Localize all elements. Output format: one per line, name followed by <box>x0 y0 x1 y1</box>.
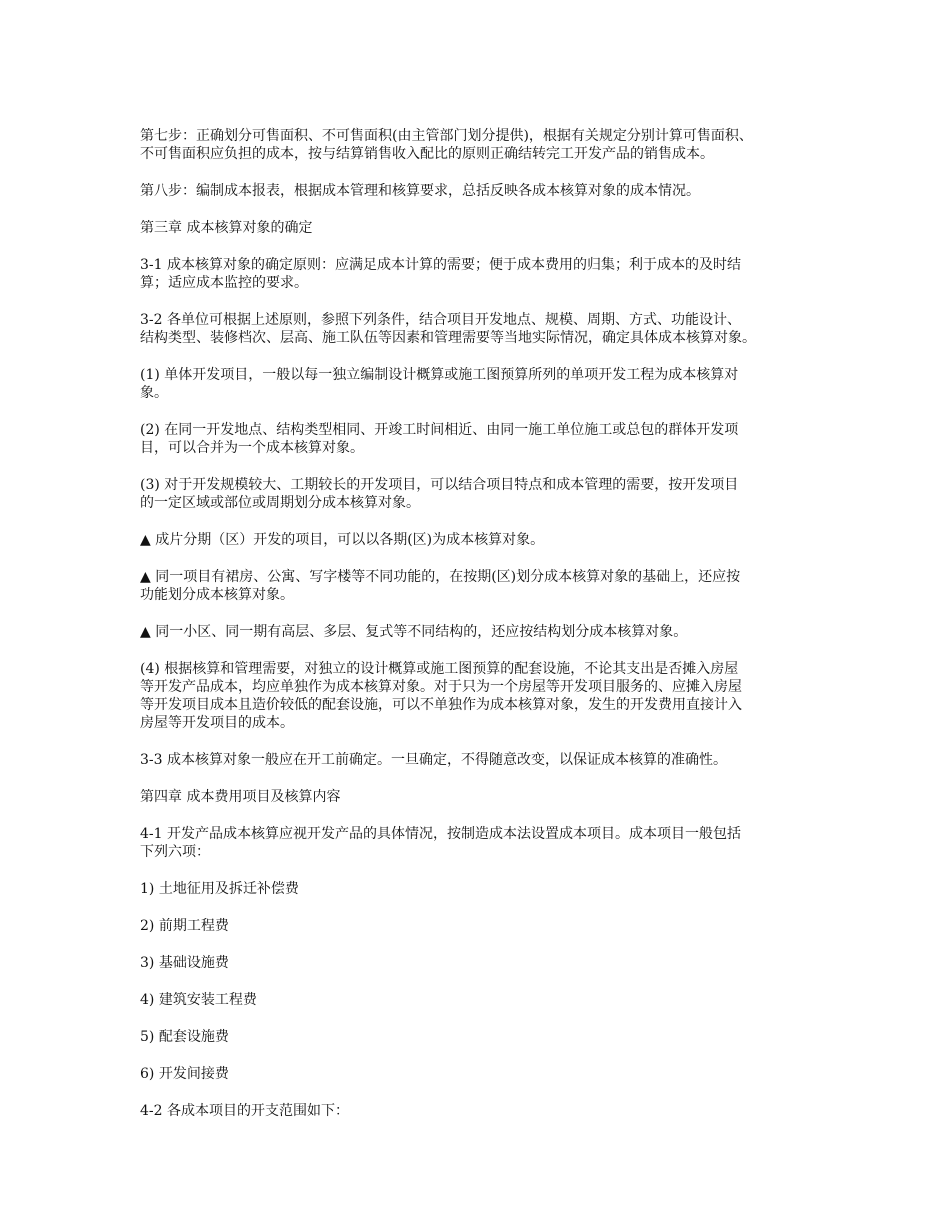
paragraph-item-1 <box>140 366 820 402</box>
text-line: ▲ 同一小区、同一期有高层、多层、复式等不同结构的，还应按结构划分成本核算对象。 <box>140 624 688 640</box>
text-line: 2) 前期工程费 <box>140 918 229 934</box>
bullet-paragraph-phased <box>140 531 820 549</box>
cost-item-6 <box>140 1065 820 1083</box>
paragraph-4-2 <box>140 1102 820 1120</box>
text-line: 算；适应成本监控的要求。 <box>140 275 308 291</box>
cost-item-1 <box>140 880 820 898</box>
text-line: (2) 在同一开发地点、结构类型相同、开竣工时间相近、由同一施工单位施工或总包的群体开发项 <box>140 422 739 438</box>
chapter-4-heading <box>140 788 820 806</box>
text-line: ▲ 同一项目有裙房、公寓、写字楼等不同功能的，在按期(区)划分成本核算对象的基础上，还应按 <box>140 569 741 585</box>
text-line: 等开发产品成本，均应单独作为成本核算对象。对于只为一个房屋等开发项目服务的、应摊入房屋 <box>140 679 742 695</box>
text-line: (1) 单体开发项目，一般以每一独立编制设计概算或施工图预算所列的单项开发工程为成本核算对 <box>140 367 739 383</box>
text-line: ▲ 成片分期（区）开发的项目，可以以各期(区)为成本核算对象。 <box>140 532 545 548</box>
cost-item-3 <box>140 954 820 972</box>
heading-text: 第三章 成本核算对象的确定 <box>140 220 313 236</box>
text-line: 等开发项目成本且造价较低的配套设施，可以不单独作为成本核算对象，发生的开发费用直接计入 <box>140 697 742 713</box>
document-body <box>140 127 820 1139</box>
text-line: 4-2 各成本项目的开支范围如下： <box>140 1103 349 1119</box>
text-line: 的一定区域或部位或周期划分成本核算对象。 <box>140 495 420 511</box>
text-line: 象。 <box>140 385 168 401</box>
chapter-3-heading <box>140 219 820 237</box>
text-line: 6) 开发间接费 <box>140 1066 229 1082</box>
text-line: 第七步：正确划分可售面积、不可售面积(由主管部门划分提供)，根据有关规定分别计算可售面积、 <box>140 128 753 144</box>
bullet-paragraph-structure <box>140 623 820 641</box>
text-line: 房屋等开发项目的成本。 <box>140 715 294 731</box>
paragraph-3-2 <box>140 311 820 347</box>
text-line: 结构类型、装修档次、层高、施工队伍等因素和管理需要等当地实际情况，确定具体成本核算对象。 <box>140 330 756 346</box>
text-line: 不可售面积应负担的成本，按与结算销售收入配比的原则正确结转完工开发产品的销售成本。 <box>140 146 714 162</box>
cost-item-5 <box>140 1028 820 1046</box>
text-line: (4) 根据核算和管理需要，对独立的设计概算或施工图预算的配套设施，不论其支出是否摊入房屋 <box>140 661 739 677</box>
cost-item-4 <box>140 991 820 1009</box>
text-line: 3) 基础设施费 <box>140 955 229 971</box>
paragraph-item-2 <box>140 421 820 457</box>
text-line: 第八步：编制成本报表，根据成本管理和核算要求，总括反映各成本核算对象的成本情况。 <box>140 183 700 199</box>
paragraph-step-8 <box>140 182 820 200</box>
text-line: 4) 建筑安装工程费 <box>140 992 257 1008</box>
text-line: 目，可以合并为一个成本核算对象。 <box>140 440 364 456</box>
text-line: 3-2 各单位可根据上述原则，参照下列条件，结合项目开发地点、规模、周期、方式、功能设计、 <box>140 312 741 328</box>
text-line: 功能划分成本核算对象。 <box>140 587 294 603</box>
cost-item-2 <box>140 917 820 935</box>
paragraph-3-1 <box>140 256 820 292</box>
paragraph-item-3 <box>140 476 820 512</box>
text-line: 下列六项： <box>140 844 210 860</box>
text-line: 3-3 成本核算对象一般应在开工前确定。一旦确定，不得随意改变，以保证成本核算的准确性。 <box>140 752 727 768</box>
paragraph-item-4 <box>140 660 820 732</box>
text-line: 1) 土地征用及拆迁补偿费 <box>140 881 299 897</box>
paragraph-4-1 <box>140 825 820 861</box>
text-line: 3-1 成本核算对象的确定原则：应满足成本计算的需要；便于成本费用的归集；利于成本的及时结 <box>140 257 741 273</box>
paragraph-step-7 <box>140 127 820 163</box>
paragraph-3-3 <box>140 751 820 769</box>
bullet-paragraph-function <box>140 568 820 604</box>
heading-text: 第四章 成本费用项目及核算内容 <box>140 789 341 805</box>
text-line: (3) 对于开发规模较大、工期较长的开发项目，可以结合项目特点和成本管理的需要，按开发项目 <box>140 477 739 493</box>
text-line: 5) 配套设施费 <box>140 1029 229 1045</box>
text-line: 4-1 开发产品成本核算应视开发产品的具体情况，按制造成本法设置成本项目。成本项目一般包括 <box>140 826 741 842</box>
